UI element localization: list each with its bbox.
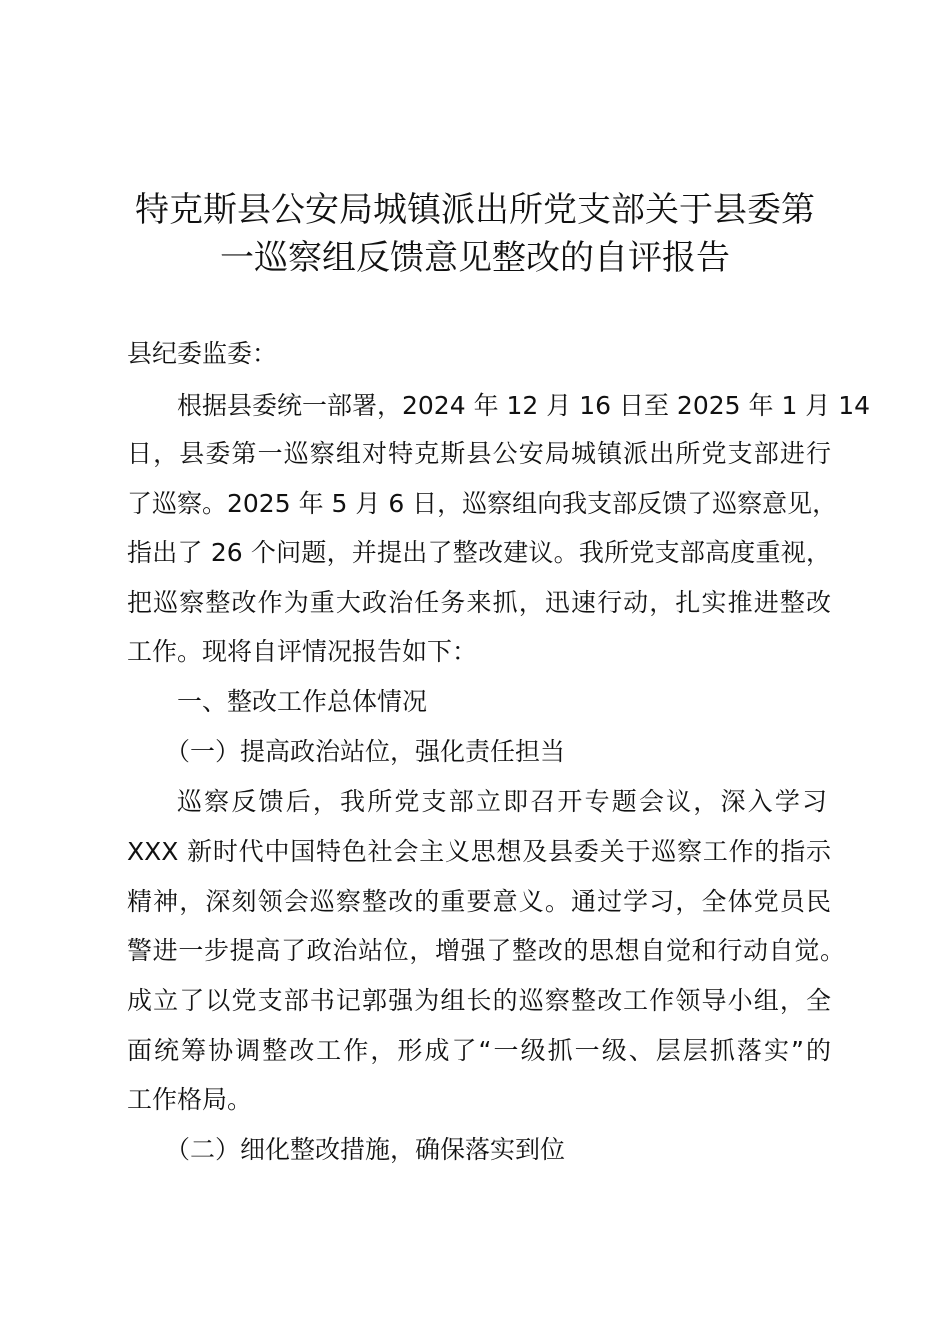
paragraph-2-line-5: 成立了以党支部书记郭强为组长的巡察整改工作领导小组，全 xyxy=(127,986,831,1015)
paragraph-2-line-7: 工作格局。 xyxy=(127,1085,253,1114)
paragraph-1-line-2: 日，县委第一巡察组对特克斯县公安局城镇派出所党支部进行 xyxy=(127,439,831,468)
subsection-heading-1: （一）提高政治站位，强化责任担当 xyxy=(165,737,566,766)
document-title-line-1: 特克斯县公安局城镇派出所党支部关于县委第 xyxy=(135,190,815,230)
paragraph-1-line-1: 根据县委统一部署，2024 年 12 月 16 日至 2025 年 1 月 14 xyxy=(177,391,871,420)
paragraph-1-line-5: 把巡察整改作为重大政治任务来抓，迅速行动，扎实推进整改 xyxy=(127,588,831,617)
subsection-heading-2: （二）细化整改措施，确保落实到位 xyxy=(165,1135,566,1164)
salutation: 县纪委监委： xyxy=(127,339,278,368)
paragraph-2-line-4: 警进一步提高了政治站位，增强了整改的思想自觉和行动自觉。 xyxy=(127,936,845,965)
paragraph-2-line-6: 面统筹协调整改工作，形成了“一级抓一级、层层抓落实”的 xyxy=(127,1036,831,1065)
paragraph-1-line-3: 了巡察。2025 年 5 月 6 日，巡察组向我支部反馈了巡察意见， xyxy=(127,489,838,518)
document-title-line-2: 一巡察组反馈意见整改的自评报告 xyxy=(220,238,730,278)
paragraph-1-line-4: 指出了 26 个问题，并提出了整改建议。我所党支部高度重视， xyxy=(127,538,831,567)
paragraph-2-line-3: 精神，深刻领会巡察整改的重要意义。通过学习，全体党员民 xyxy=(127,887,831,916)
paragraph-1-line-6: 工作。现将自评情况报告如下： xyxy=(127,637,478,666)
paragraph-2-line-1: 巡察反馈后，我所党支部立即召开专题会议，深入学习 xyxy=(177,787,827,816)
paragraph-2-line-2: XXX 新时代中国特色社会主义思想及县委关于巡察工作的指示 xyxy=(127,837,831,866)
section-heading-1: 一、整改工作总体情况 xyxy=(177,687,428,716)
